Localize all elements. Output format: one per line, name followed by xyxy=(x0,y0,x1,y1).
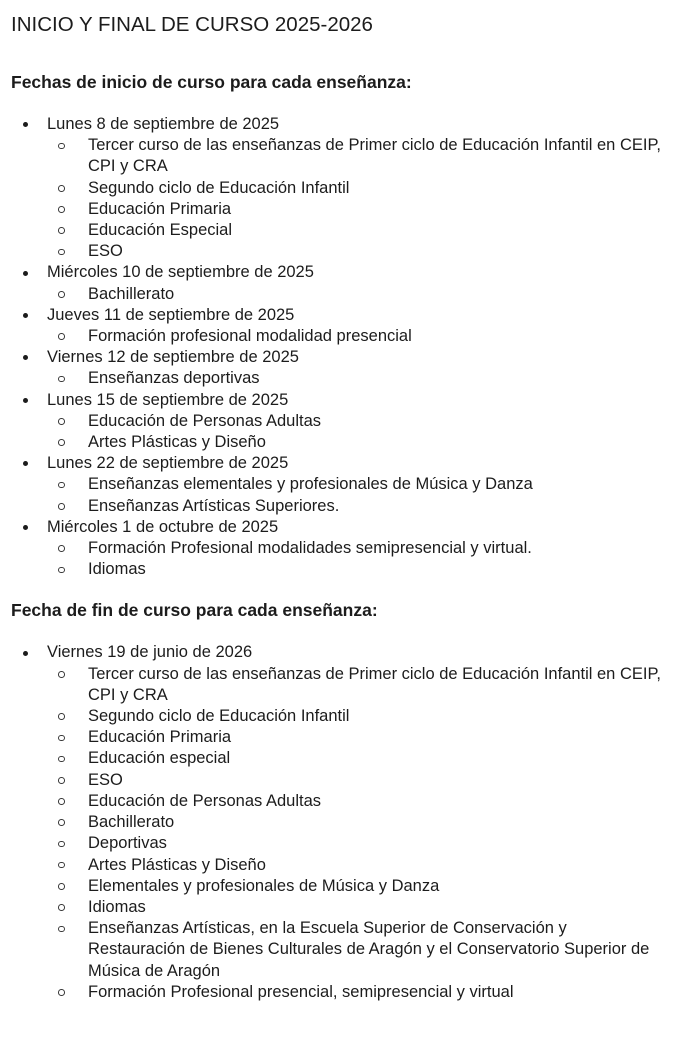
date-item xyxy=(11,262,666,304)
page-title: INICIO Y FINAL DE CURSO 2025-2026 xyxy=(11,13,373,36)
teaching-label: Bachillerato xyxy=(88,284,175,303)
bullet-circle-icon xyxy=(58,227,65,234)
date-item xyxy=(11,347,666,389)
teaching-label: Enseñanzas Artísticas, en la Escuela Superior de Conservación y Restauración de Bienes Culturales de Aragón y el Conservatorio Superior de Música de Aragón xyxy=(88,919,650,980)
teaching-label: Educación Primaria xyxy=(88,728,232,747)
teaching-label: Artes Plásticas y Diseño xyxy=(88,433,266,452)
teaching-item xyxy=(47,474,666,495)
teaching-item xyxy=(47,918,666,982)
teaching-label: Tercer curso de las enseñanzas de Primer ciclo de Educación Infantil en CEIP, CPI y CRA xyxy=(88,136,661,176)
teaching-list xyxy=(47,135,666,262)
teaching-list xyxy=(47,326,666,347)
teaching-list xyxy=(47,538,666,580)
teaching-label: Bachillerato xyxy=(88,813,175,832)
bullet-circle-icon xyxy=(58,777,65,784)
bullet-circle-icon xyxy=(58,376,65,383)
teaching-item xyxy=(47,812,666,833)
teaching-label: Enseñanzas elementales y profesionales de Música y Danza xyxy=(88,475,533,494)
teaching-label: ESO xyxy=(88,242,123,261)
bullet-disc-icon xyxy=(23,461,28,466)
bullet-circle-icon xyxy=(58,671,65,678)
date-label: Lunes 8 de septiembre de 2025 xyxy=(47,115,280,133)
document-page xyxy=(0,13,690,1003)
teaching-item xyxy=(47,748,666,769)
teaching-item xyxy=(47,368,666,389)
bullet-circle-icon xyxy=(58,567,65,574)
bullet-circle-icon xyxy=(58,798,65,805)
section-heading: Fechas de inicio de curso para cada enseñanza: xyxy=(11,72,412,92)
bullet-circle-icon xyxy=(58,545,65,552)
teaching-item xyxy=(47,982,666,1003)
teaching-label: Formación Profesional modalidades semipresencial y virtual. xyxy=(88,539,532,558)
bullet-circle-icon xyxy=(58,143,65,150)
teaching-item xyxy=(47,326,666,347)
teaching-label: Enseñanzas Artísticas Superiores. xyxy=(88,496,340,515)
bullet-circle-icon xyxy=(58,735,65,742)
bullet-circle-icon xyxy=(58,862,65,869)
date-item xyxy=(11,390,666,454)
teaching-item xyxy=(47,496,666,517)
teaching-item xyxy=(47,199,666,220)
teaching-item xyxy=(47,220,666,241)
bullet-disc-icon xyxy=(23,355,28,360)
teaching-label: Educación especial xyxy=(88,749,231,768)
teaching-item xyxy=(47,770,666,791)
teaching-list xyxy=(47,664,666,1003)
teaching-item xyxy=(47,833,666,854)
teaching-label: Deportivas xyxy=(88,834,167,853)
bullet-disc-icon xyxy=(23,398,28,403)
bullet-circle-icon xyxy=(58,439,65,446)
bullet-circle-icon xyxy=(58,841,65,848)
teaching-label: Formación profesional modalidad presencial xyxy=(88,327,412,346)
bullet-circle-icon xyxy=(58,883,65,890)
teaching-item xyxy=(47,178,666,199)
teaching-label: Artes Plásticas y Diseño xyxy=(88,855,266,874)
teaching-label: Segundo ciclo de Educación Infantil xyxy=(88,178,350,197)
teaching-item xyxy=(47,897,666,918)
date-label: Miércoles 1 de octubre de 2025 xyxy=(47,517,279,536)
date-label: Viernes 12 de septiembre de 2025 xyxy=(47,348,299,367)
bullet-circle-icon xyxy=(58,418,65,425)
teaching-list xyxy=(47,411,666,453)
date-item xyxy=(11,453,666,517)
teaching-item xyxy=(47,876,666,897)
teaching-item xyxy=(47,855,666,876)
bullet-disc-icon xyxy=(23,122,28,127)
teaching-label: Educación Primaria xyxy=(88,199,232,218)
teaching-item xyxy=(47,706,666,727)
date-label: Jueves 11 de septiembre de 2025 xyxy=(47,305,295,324)
date-list xyxy=(11,642,666,1002)
bullet-circle-icon xyxy=(58,503,65,510)
bullet-circle-icon xyxy=(58,819,65,826)
bullet-circle-icon xyxy=(58,482,65,489)
teaching-label: Idiomas xyxy=(88,897,146,916)
date-list xyxy=(11,114,666,580)
date-label: Miércoles 10 de septiembre de 2025 xyxy=(47,263,314,282)
bullet-circle-icon xyxy=(58,291,65,298)
date-item xyxy=(11,642,666,1002)
bullet-circle-icon xyxy=(58,989,65,996)
teaching-item xyxy=(47,411,666,432)
bullet-circle-icon xyxy=(58,904,65,911)
teaching-label: Formación Profesional presencial, semipresencial y virtual xyxy=(88,982,514,1001)
teaching-label: Enseñanzas deportivas xyxy=(88,369,260,388)
section-heading: Fecha de fin de curso para cada enseñanza: xyxy=(11,600,378,621)
bullet-circle-icon xyxy=(58,206,65,213)
teaching-item xyxy=(47,432,666,453)
teaching-item xyxy=(47,791,666,812)
teaching-label: Tercer curso de las enseñanzas de Primer ciclo de Educación Infantil en CEIP, CPI y CRA xyxy=(88,664,661,704)
bullet-disc-icon xyxy=(23,651,28,656)
bullet-circle-icon xyxy=(58,926,65,933)
teaching-item xyxy=(47,135,666,177)
bullet-disc-icon xyxy=(23,271,28,276)
date-label: Lunes 22 de septiembre de 2025 xyxy=(47,454,289,473)
teaching-label: Educación de Personas Adultas xyxy=(88,411,321,430)
bullet-circle-icon xyxy=(58,333,65,340)
bullet-circle-icon xyxy=(58,713,65,720)
teaching-list xyxy=(47,284,666,305)
teaching-item xyxy=(47,664,666,706)
bullet-circle-icon xyxy=(58,756,65,763)
teaching-list xyxy=(47,474,666,516)
bullet-disc-icon xyxy=(23,313,28,318)
sections-container xyxy=(11,72,666,1003)
teaching-label: Elementales y profesionales de Música y Danza xyxy=(88,876,440,895)
bullet-circle-icon xyxy=(58,185,65,192)
date-label: Viernes 19 de junio de 2026 xyxy=(47,643,253,662)
teaching-item xyxy=(47,538,666,559)
bullet-disc-icon xyxy=(23,525,28,530)
bullet-circle-icon xyxy=(58,249,65,256)
date-label: Lunes 15 de septiembre de 2025 xyxy=(47,390,289,409)
teaching-item xyxy=(47,241,666,262)
date-item xyxy=(11,114,666,262)
teaching-label: ESO xyxy=(88,770,123,789)
teaching-item xyxy=(47,284,666,305)
teaching-label: Educación Especial xyxy=(88,221,233,240)
teaching-list xyxy=(47,368,666,389)
teaching-label: Idiomas xyxy=(88,560,146,579)
teaching-label: Educación de Personas Adultas xyxy=(88,791,321,810)
date-item xyxy=(11,305,666,347)
date-item xyxy=(11,517,666,581)
teaching-item xyxy=(47,727,666,748)
teaching-label: Segundo ciclo de Educación Infantil xyxy=(88,707,350,726)
teaching-item xyxy=(47,559,666,580)
